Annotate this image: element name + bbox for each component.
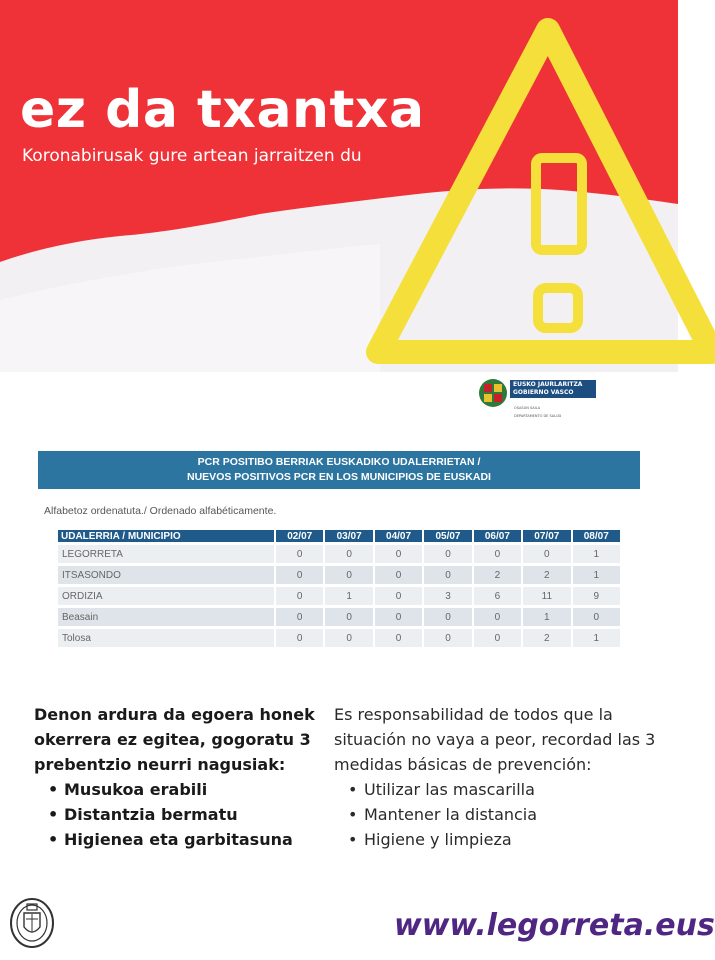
row-value: 3 (424, 587, 471, 605)
row-value: 0 (424, 629, 471, 647)
row-value: 2 (474, 566, 521, 584)
gov-name-line2: GOBIERNO VASCO (513, 389, 574, 396)
row-value: 0 (424, 608, 471, 626)
list-item (48, 802, 332, 827)
row-value: 0 (474, 629, 521, 647)
list-item-text: Distantzia bermatu (64, 805, 238, 824)
gov-name (510, 380, 596, 398)
row-value: 0 (276, 608, 323, 626)
spanish-intro: Es responsabilidad de todos que la situación no vaya a peor, recordad las 3 medidas básicas de prevención: (334, 705, 656, 774)
list-item (348, 802, 664, 827)
row-value: 1 (573, 629, 620, 647)
list-item (48, 777, 332, 802)
row-value: 0 (573, 608, 620, 626)
list-item (348, 827, 664, 852)
list-item (348, 777, 664, 802)
table-header-row (58, 530, 620, 542)
row-value: 0 (375, 587, 422, 605)
table-row (58, 545, 620, 563)
row-value: 0 (474, 608, 521, 626)
table-row (58, 629, 620, 647)
spanish-measures-list (348, 777, 664, 852)
row-value: 0 (325, 608, 372, 626)
gov-name-line1: EUSKO JAURLARITZA (513, 381, 583, 388)
row-value: 0 (276, 545, 323, 563)
row-value: 0 (375, 566, 422, 584)
header-date: 06/07 (474, 530, 521, 542)
header-date: 05/07 (424, 530, 471, 542)
header-date: 07/07 (523, 530, 570, 542)
headline: ez da txantxa (20, 80, 425, 140)
basque-intro: Denon ardura da egoera honek okerrera ez egitea, gogoratu 3 prebentzio neurri nagusiak: (34, 705, 315, 774)
row-municipio: ORDIZIA (58, 587, 274, 605)
table-row (58, 587, 620, 605)
row-value: 0 (325, 629, 372, 647)
header-date: 02/07 (276, 530, 323, 542)
municipal-seal-icon (8, 895, 56, 949)
row-value: 0 (424, 566, 471, 584)
row-value: 1 (573, 545, 620, 563)
row-value: 2 (523, 629, 570, 647)
subline: Koronabirusak gure artean jarraitzen du (22, 146, 362, 166)
row-value: 0 (276, 629, 323, 647)
banner-background (0, 0, 678, 372)
pcr-table (56, 527, 622, 650)
header-municipio: UDALERRIA / MUNICIPIO (58, 530, 274, 542)
row-value: 1 (573, 566, 620, 584)
table-title (38, 451, 640, 489)
list-item-text: Higiene y limpieza (364, 830, 512, 849)
table-subtitle: Alfabetoz ordenatuta./ Ordenado alfabéticamente. (44, 505, 277, 517)
row-value: 0 (276, 587, 323, 605)
row-value: 0 (276, 566, 323, 584)
basque-text-column (34, 702, 332, 852)
basque-measures-list (48, 777, 332, 852)
header-date: 03/07 (325, 530, 372, 542)
row-municipio: Beasain (58, 608, 274, 626)
row-municipio: ITSASONDO (58, 566, 274, 584)
basque-shield-icon (478, 378, 508, 408)
spanish-text-column (334, 702, 664, 852)
row-value: 6 (474, 587, 521, 605)
list-item-text: Mantener la distancia (364, 805, 538, 824)
row-value: 0 (474, 545, 521, 563)
website-link[interactable]: www.legorreta.eus (394, 908, 715, 943)
list-item (48, 827, 332, 852)
gov-department (514, 404, 561, 420)
row-municipio: Tolosa (58, 629, 274, 647)
table-row (58, 608, 620, 626)
table-title-eu: PCR POSITIBO BERRIAK EUSKADIKO UDALERRIETAN / (197, 456, 481, 468)
table-row (58, 566, 620, 584)
row-value: 1 (325, 587, 372, 605)
row-value: 9 (573, 587, 620, 605)
row-value: 0 (375, 629, 422, 647)
row-value: 0 (424, 545, 471, 563)
list-item-text: Musukoa erabili (64, 780, 208, 799)
row-value: 0 (375, 545, 422, 563)
table-title-es: NUEVOS POSITIVOS PCR EN LOS MUNICIPIOS DE EUSKADI (187, 471, 491, 483)
row-value: 1 (523, 608, 570, 626)
row-value: 0 (375, 608, 422, 626)
row-value: 2 (523, 566, 570, 584)
banner (0, 0, 678, 372)
list-item-text: Higienea eta garbitasuna (64, 830, 293, 849)
row-municipio: LEGORRETA (58, 545, 274, 563)
row-value: 0 (523, 545, 570, 563)
list-item-text: Utilizar las mascarilla (364, 780, 535, 799)
row-value: 0 (325, 566, 372, 584)
gov-dept-line2: DEPARTAMENTO DE SALUD (514, 414, 562, 418)
header-date: 08/07 (573, 530, 620, 542)
gobierno-vasco-logo (478, 376, 608, 426)
gov-dept-line1: OSASUN SAILA (514, 406, 541, 410)
header-date: 04/07 (375, 530, 422, 542)
row-value: 11 (523, 587, 570, 605)
row-value: 0 (325, 545, 372, 563)
